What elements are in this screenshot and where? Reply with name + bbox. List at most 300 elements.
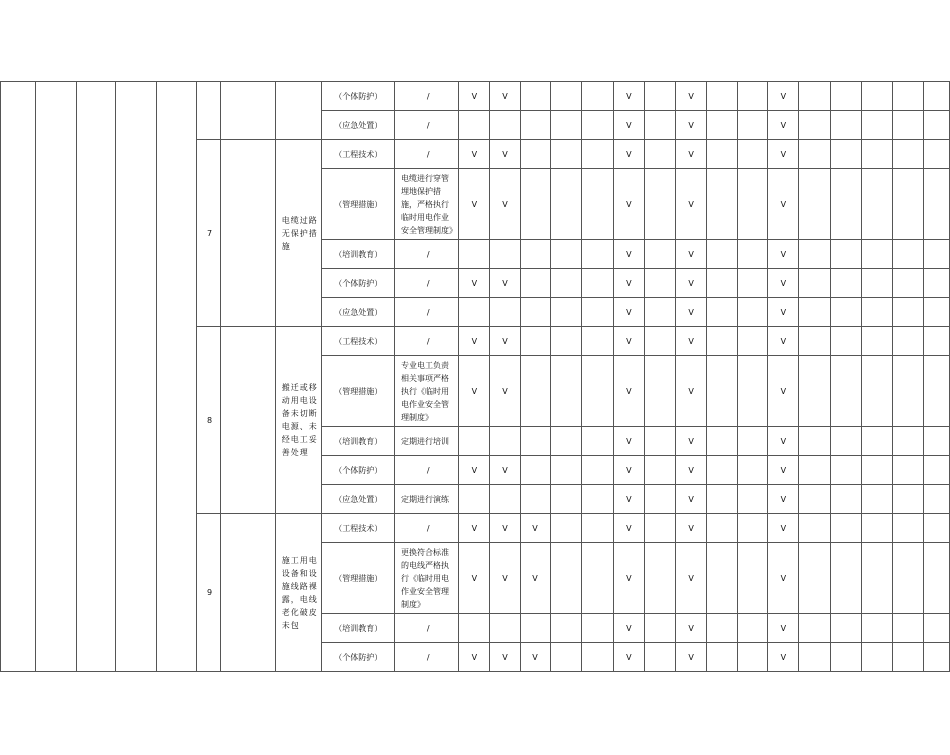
- measure-type: （培训教育）: [322, 427, 395, 456]
- check-cell: [738, 298, 768, 327]
- check-cell: [799, 269, 830, 298]
- check-cell: [923, 327, 949, 356]
- check-cell: [644, 643, 675, 672]
- blank-column-cell: [220, 140, 275, 327]
- check-cell: V: [490, 269, 520, 298]
- check-cell: [738, 240, 768, 269]
- check-cell: V: [459, 82, 490, 111]
- check-cell: [738, 543, 768, 614]
- check-cell: V: [490, 514, 520, 543]
- check-cell: [738, 169, 768, 240]
- measure-type: （个体防护）: [322, 82, 395, 111]
- check-cell: [490, 485, 520, 514]
- check-cell: V: [768, 356, 799, 427]
- check-cell: [892, 240, 923, 269]
- check-cell: [861, 140, 892, 169]
- check-cell: [799, 356, 830, 427]
- check-cell: [520, 111, 550, 140]
- check-cell: V: [520, 543, 550, 614]
- check-cell: V: [768, 240, 799, 269]
- check-cell: [644, 543, 675, 614]
- check-cell: [923, 140, 949, 169]
- check-cell: [799, 82, 830, 111]
- blank-column-cell: [220, 327, 275, 514]
- check-cell: V: [768, 614, 799, 643]
- check-cell: [644, 240, 675, 269]
- check-cell: [892, 643, 923, 672]
- check-cell: V: [676, 543, 707, 614]
- check-cell: [923, 111, 949, 140]
- check-cell: V: [490, 82, 520, 111]
- check-cell: V: [768, 111, 799, 140]
- check-cell: V: [613, 169, 644, 240]
- measure-content: /: [395, 514, 459, 543]
- measure-content: /: [395, 82, 459, 111]
- check-cell: [490, 614, 520, 643]
- check-cell: [892, 485, 923, 514]
- check-cell: V: [676, 269, 707, 298]
- check-cell: V: [613, 298, 644, 327]
- check-cell: [490, 427, 520, 456]
- check-cell: [738, 614, 768, 643]
- check-cell: [861, 240, 892, 269]
- check-cell: [707, 269, 738, 298]
- check-cell: [644, 485, 675, 514]
- check-cell: [459, 614, 490, 643]
- check-cell: [520, 485, 550, 514]
- measure-type: （管理措施）: [322, 169, 395, 240]
- item-number: 7: [196, 140, 220, 327]
- check-cell: V: [768, 514, 799, 543]
- check-cell: [892, 427, 923, 456]
- measure-content: /: [395, 327, 459, 356]
- check-cell: [799, 111, 830, 140]
- check-cell: V: [676, 456, 707, 485]
- blank-column-cell: [116, 82, 156, 672]
- check-cell: [799, 169, 830, 240]
- check-cell: [520, 140, 550, 169]
- measure-type: （培训教育）: [322, 240, 395, 269]
- check-cell: [892, 111, 923, 140]
- check-cell: [644, 140, 675, 169]
- check-cell: V: [676, 356, 707, 427]
- check-cell: [644, 111, 675, 140]
- measure-type: （个体防护）: [322, 269, 395, 298]
- check-cell: [892, 456, 923, 485]
- item-number: [196, 82, 220, 140]
- check-cell: V: [459, 514, 490, 543]
- check-cell: [799, 543, 830, 614]
- check-cell: V: [676, 643, 707, 672]
- measure-type: （管理措施）: [322, 356, 395, 427]
- check-cell: V: [613, 543, 644, 614]
- check-cell: V: [459, 169, 490, 240]
- check-cell: [799, 514, 830, 543]
- check-cell: [644, 82, 675, 111]
- item-number: 8: [196, 327, 220, 514]
- check-cell: V: [768, 456, 799, 485]
- check-cell: [550, 427, 581, 456]
- check-cell: [923, 298, 949, 327]
- check-cell: V: [520, 514, 550, 543]
- check-cell: [799, 614, 830, 643]
- check-cell: [520, 82, 550, 111]
- measure-type: （个体防护）: [322, 456, 395, 485]
- check-cell: [738, 485, 768, 514]
- check-cell: [520, 427, 550, 456]
- hazard-description: [275, 82, 322, 140]
- measure-content: 电缆进行穿管埋地保护措施，严格执行临时用电作业安全管理制度》: [395, 169, 459, 240]
- check-cell: [830, 356, 861, 427]
- check-cell: [738, 643, 768, 672]
- measure-content: 定期进行培训: [395, 427, 459, 456]
- check-cell: V: [613, 82, 644, 111]
- check-cell: [799, 327, 830, 356]
- check-cell: [707, 543, 738, 614]
- check-cell: V: [768, 485, 799, 514]
- check-cell: [490, 240, 520, 269]
- measure-type: （应急处置）: [322, 298, 395, 327]
- check-cell: [923, 514, 949, 543]
- check-cell: V: [520, 643, 550, 672]
- check-cell: [707, 643, 738, 672]
- check-cell: [644, 456, 675, 485]
- check-cell: V: [768, 140, 799, 169]
- check-cell: [830, 456, 861, 485]
- check-cell: [520, 614, 550, 643]
- check-cell: [861, 169, 892, 240]
- check-cell: [520, 356, 550, 427]
- check-cell: V: [613, 456, 644, 485]
- check-cell: [830, 269, 861, 298]
- check-cell: V: [676, 298, 707, 327]
- check-cell: [550, 327, 581, 356]
- measure-content: 定期进行演练: [395, 485, 459, 514]
- check-cell: [861, 514, 892, 543]
- check-cell: V: [676, 240, 707, 269]
- check-cell: [861, 614, 892, 643]
- check-cell: [892, 298, 923, 327]
- check-cell: V: [676, 485, 707, 514]
- measure-content: /: [395, 240, 459, 269]
- check-cell: [707, 427, 738, 456]
- check-cell: [459, 298, 490, 327]
- check-cell: [892, 614, 923, 643]
- check-cell: V: [490, 643, 520, 672]
- check-cell: [581, 614, 613, 643]
- check-cell: [644, 269, 675, 298]
- check-cell: [861, 485, 892, 514]
- check-cell: [892, 82, 923, 111]
- check-cell: [861, 456, 892, 485]
- check-cell: [490, 111, 520, 140]
- check-cell: V: [613, 643, 644, 672]
- check-cell: [707, 169, 738, 240]
- check-cell: [923, 427, 949, 456]
- check-cell: [707, 327, 738, 356]
- check-cell: [644, 169, 675, 240]
- check-cell: [550, 82, 581, 111]
- measure-content: /: [395, 456, 459, 485]
- check-cell: [644, 327, 675, 356]
- check-cell: V: [613, 240, 644, 269]
- item-number: 9: [196, 514, 220, 672]
- check-cell: [738, 140, 768, 169]
- check-cell: [923, 169, 949, 240]
- check-cell: V: [459, 269, 490, 298]
- blank-column-cell: [220, 82, 275, 140]
- blank-column-cell: [1, 82, 36, 672]
- check-cell: [861, 111, 892, 140]
- check-cell: [830, 543, 861, 614]
- check-cell: [799, 298, 830, 327]
- check-cell: [520, 169, 550, 240]
- measure-content: /: [395, 140, 459, 169]
- check-cell: [707, 614, 738, 643]
- check-cell: [892, 169, 923, 240]
- check-cell: [581, 82, 613, 111]
- check-cell: [581, 514, 613, 543]
- check-cell: [738, 456, 768, 485]
- check-cell: [799, 485, 830, 514]
- measure-content: /: [395, 269, 459, 298]
- check-cell: V: [613, 111, 644, 140]
- check-cell: V: [490, 356, 520, 427]
- check-cell: V: [768, 298, 799, 327]
- check-cell: V: [459, 456, 490, 485]
- check-cell: [550, 269, 581, 298]
- check-cell: [830, 643, 861, 672]
- check-cell: [707, 356, 738, 427]
- check-cell: V: [768, 427, 799, 456]
- check-cell: V: [459, 327, 490, 356]
- measure-content: 专业电工负责相关事项严格执行《临时用电作业安全管理制度》: [395, 356, 459, 427]
- check-cell: [550, 240, 581, 269]
- check-cell: [830, 485, 861, 514]
- check-cell: [581, 298, 613, 327]
- check-cell: [644, 356, 675, 427]
- check-cell: [550, 298, 581, 327]
- check-cell: [861, 643, 892, 672]
- blank-column-cell: [36, 82, 76, 672]
- check-cell: [738, 82, 768, 111]
- check-cell: [861, 327, 892, 356]
- check-cell: [923, 543, 949, 614]
- check-cell: [861, 269, 892, 298]
- check-cell: [861, 82, 892, 111]
- check-cell: V: [459, 356, 490, 427]
- measure-content: /: [395, 111, 459, 140]
- check-cell: [581, 140, 613, 169]
- check-cell: [892, 269, 923, 298]
- check-cell: V: [459, 140, 490, 169]
- check-cell: V: [613, 327, 644, 356]
- blank-column-cell: [220, 514, 275, 672]
- check-cell: [707, 240, 738, 269]
- check-cell: [550, 643, 581, 672]
- check-cell: [644, 427, 675, 456]
- check-cell: [520, 269, 550, 298]
- measure-content: /: [395, 298, 459, 327]
- check-cell: [550, 456, 581, 485]
- check-cell: [520, 298, 550, 327]
- check-cell: [830, 427, 861, 456]
- check-cell: [581, 111, 613, 140]
- check-cell: [830, 82, 861, 111]
- check-cell: V: [768, 82, 799, 111]
- check-cell: V: [613, 614, 644, 643]
- check-cell: [892, 356, 923, 427]
- check-cell: [581, 240, 613, 269]
- check-cell: [644, 298, 675, 327]
- check-cell: V: [676, 327, 707, 356]
- check-cell: [581, 427, 613, 456]
- check-cell: [923, 643, 949, 672]
- check-cell: [799, 140, 830, 169]
- measure-type: （工程技术）: [322, 514, 395, 543]
- measure-content: /: [395, 614, 459, 643]
- check-cell: [892, 140, 923, 169]
- check-cell: V: [676, 614, 707, 643]
- check-cell: [550, 140, 581, 169]
- hazard-description: 搬迁或移动用电设备未切断电源、未经电工妥善处理: [275, 327, 322, 514]
- check-cell: [581, 356, 613, 427]
- check-cell: [923, 456, 949, 485]
- check-cell: [861, 427, 892, 456]
- check-cell: [830, 111, 861, 140]
- check-cell: [738, 427, 768, 456]
- check-cell: [707, 298, 738, 327]
- check-cell: V: [459, 543, 490, 614]
- check-cell: [550, 169, 581, 240]
- blank-column-cell: [76, 82, 115, 672]
- check-cell: [830, 514, 861, 543]
- check-cell: V: [490, 169, 520, 240]
- table-row: [1, 82, 950, 111]
- check-cell: V: [768, 169, 799, 240]
- check-cell: V: [768, 543, 799, 614]
- hazard-description: 电缆过路无保护措施: [275, 140, 322, 327]
- check-cell: [799, 643, 830, 672]
- check-cell: [581, 269, 613, 298]
- check-cell: V: [613, 514, 644, 543]
- measure-type: （工程技术）: [322, 140, 395, 169]
- check-cell: [923, 269, 949, 298]
- check-cell: [738, 111, 768, 140]
- check-cell: V: [676, 427, 707, 456]
- check-cell: [830, 140, 861, 169]
- check-cell: [799, 456, 830, 485]
- check-cell: [581, 643, 613, 672]
- check-cell: [707, 485, 738, 514]
- check-cell: [581, 456, 613, 485]
- measure-content: /: [395, 643, 459, 672]
- measure-type: （应急处置）: [322, 485, 395, 514]
- check-cell: [520, 240, 550, 269]
- check-cell: [861, 543, 892, 614]
- check-cell: [459, 240, 490, 269]
- check-cell: [861, 356, 892, 427]
- check-cell: [707, 514, 738, 543]
- check-cell: [923, 240, 949, 269]
- check-cell: V: [676, 514, 707, 543]
- check-cell: [799, 240, 830, 269]
- check-cell: [799, 427, 830, 456]
- check-cell: [738, 269, 768, 298]
- check-cell: [581, 327, 613, 356]
- measure-type: （应急处置）: [322, 111, 395, 140]
- check-cell: [459, 427, 490, 456]
- check-cell: V: [613, 427, 644, 456]
- check-cell: [581, 485, 613, 514]
- check-cell: [892, 514, 923, 543]
- check-cell: [738, 356, 768, 427]
- check-cell: [707, 111, 738, 140]
- measure-type: （工程技术）: [322, 327, 395, 356]
- check-cell: [490, 298, 520, 327]
- check-cell: [550, 485, 581, 514]
- check-cell: V: [613, 356, 644, 427]
- check-cell: V: [768, 327, 799, 356]
- check-cell: V: [676, 111, 707, 140]
- measure-type: （培训教育）: [322, 614, 395, 643]
- check-cell: [738, 327, 768, 356]
- check-cell: [923, 485, 949, 514]
- check-cell: [550, 543, 581, 614]
- check-cell: [892, 543, 923, 614]
- check-cell: [550, 514, 581, 543]
- check-cell: [550, 356, 581, 427]
- check-cell: V: [490, 456, 520, 485]
- check-cell: V: [613, 269, 644, 298]
- check-cell: [830, 614, 861, 643]
- check-cell: [892, 327, 923, 356]
- check-cell: V: [490, 543, 520, 614]
- check-cell: [520, 456, 550, 485]
- check-cell: V: [490, 327, 520, 356]
- check-cell: [459, 111, 490, 140]
- check-cell: [644, 514, 675, 543]
- check-cell: [581, 169, 613, 240]
- blank-column-cell: [156, 82, 196, 672]
- check-cell: V: [676, 140, 707, 169]
- check-cell: V: [459, 643, 490, 672]
- check-cell: [707, 140, 738, 169]
- check-cell: [550, 111, 581, 140]
- check-cell: V: [613, 485, 644, 514]
- measure-type: （个体防护）: [322, 643, 395, 672]
- check-cell: [707, 82, 738, 111]
- check-cell: V: [490, 140, 520, 169]
- check-cell: [459, 485, 490, 514]
- check-cell: [550, 614, 581, 643]
- check-cell: V: [768, 643, 799, 672]
- check-cell: [581, 543, 613, 614]
- check-cell: [707, 456, 738, 485]
- measure-type: （管理措施）: [322, 543, 395, 614]
- check-cell: [923, 82, 949, 111]
- check-cell: [830, 298, 861, 327]
- check-cell: [923, 614, 949, 643]
- check-cell: V: [676, 169, 707, 240]
- measure-content: 更换符合标准的电线严格执行《临时用电作业安全管理制度》: [395, 543, 459, 614]
- check-cell: [861, 298, 892, 327]
- check-cell: [923, 356, 949, 427]
- hazard-description: 施工用电设备和设施线路裸露，电线老化破皮未包: [275, 514, 322, 672]
- check-cell: [644, 614, 675, 643]
- check-cell: [830, 240, 861, 269]
- check-cell: V: [613, 140, 644, 169]
